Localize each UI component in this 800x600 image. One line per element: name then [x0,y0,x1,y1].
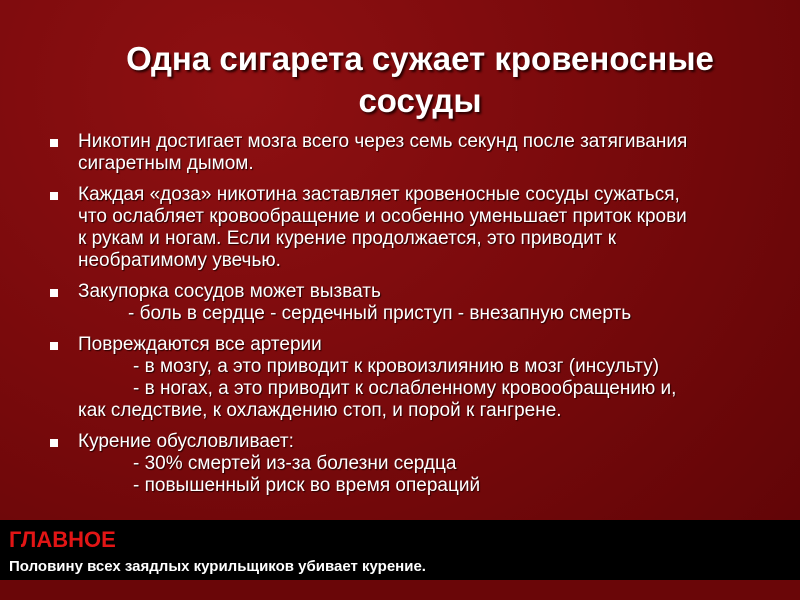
bullet-text: к рукам и ногам. Если курение продолжается, это приводит к [78,228,617,249]
bullet-text: Повреждаются все артерии [78,334,322,355]
bullet-sub-text: - 30% смертей из-за болезни сердца [133,453,457,474]
slide-title [40,38,800,122]
bullet-item-blockage [0,281,800,325]
banner-text: Половину всех заядлых курильщиков убивает курение. [9,558,426,575]
bullet-text: Никотин достигает мозга всего через семь секунд после затягивания [78,131,688,152]
bullet-text: Каждая «доза» никотина заставляет кровеносные сосуды сужаться, [78,184,680,205]
bullet-sub-text: - в ногах, а это приводит к ослабленному кровообращению и, [133,378,677,399]
bullet-text: как следствие, к охлаждению стоп, и порой к гангрене. [78,400,562,421]
slide-content [0,131,800,520]
square-bullet-icon [50,342,58,350]
bottom-banner [0,520,800,580]
bullet-text: сигаретным дымом. [78,153,254,174]
square-bullet-icon [50,439,58,447]
bottom-strip [0,580,800,600]
square-bullet-icon [50,139,58,147]
slide-title-line-2: сосуды [358,82,482,119]
bullet-text: что ослабляет кровообращение и особенно уменьшает приток крови [78,206,687,227]
bullet-sub-text: - в мозгу, а это приводит к кровоизлиянию в мозг (инсульту) [133,356,660,377]
square-bullet-icon [50,289,58,297]
bullet-text: Закупорка сосудов может вызвать [78,281,381,302]
bullet-item-smoking-causes [0,431,800,497]
bullet-text: Курение обусловливает: [78,431,294,452]
banner-heading: ГЛАВНОЕ [9,527,116,552]
slide-title-line-1: Одна сигарета сужает кровеносные [126,40,714,77]
bullet-sub-text: - повышенный риск во время операций [133,475,481,496]
bullet-sub-text: - боль в сердце - сердечный приступ - внезапную смерть [128,303,632,324]
bullet-text: необратимому увечью. [78,250,281,271]
bullet-item-arteries [0,334,800,422]
square-bullet-icon [50,192,58,200]
bullet-item-nicotine [0,131,800,175]
bullet-list [0,131,800,497]
bullet-item-dose [0,184,800,272]
